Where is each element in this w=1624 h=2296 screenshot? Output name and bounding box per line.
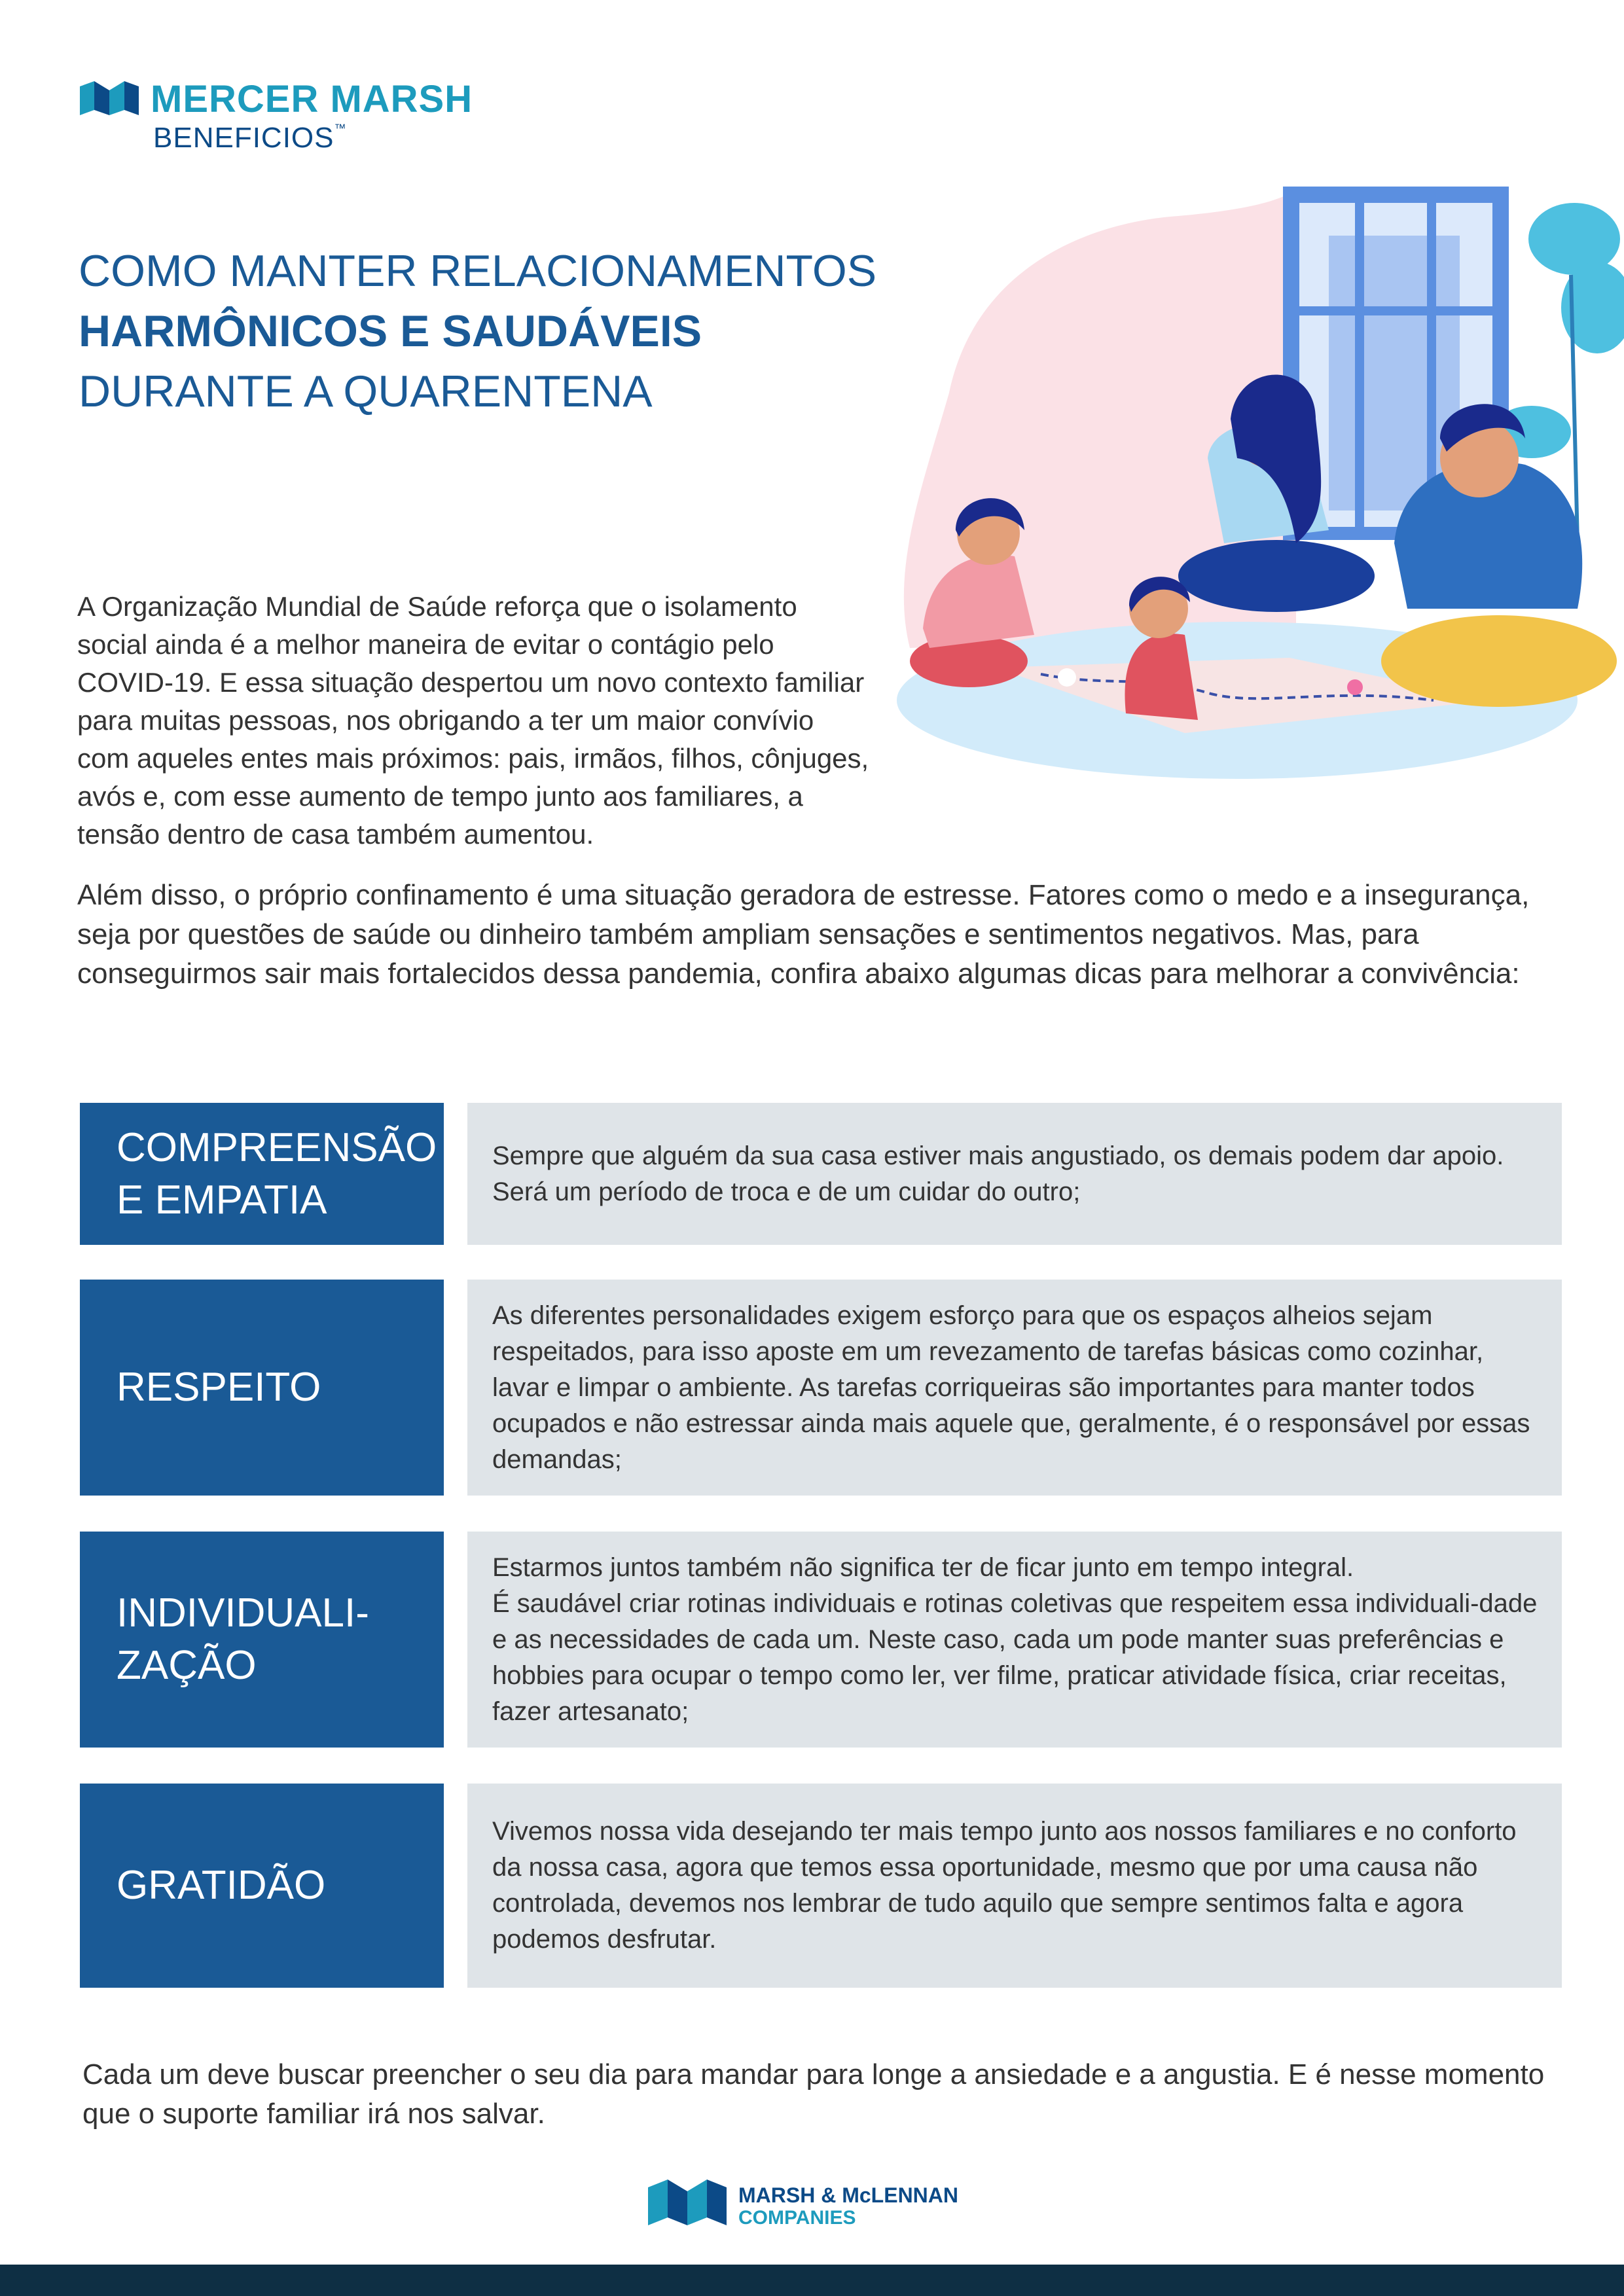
- tip-title-text: GRATIDÃO: [117, 1863, 326, 1908]
- tip-body-line-1: Estarmos juntos também não significa ter de ficar junto em tempo integral.: [492, 1552, 1354, 1582]
- tip-body-text: As diferentes personalidades exigem esforço para que os espaços alheios sejam respeitados, para isso aposte em um revezamento de tarefas básicas como cozinhar, lavar e limpar o ambiente. As tarefas corriqueiras são importantes para manter todos ocupados e não estressar ainda mais aquele que, geralmente, é o responsável por essas demandas;: [492, 1300, 1530, 1474]
- bottom-bar: [0, 2265, 1624, 2296]
- tip-title-compreensao: [80, 1103, 444, 1245]
- tip-title-gratidao: [80, 1784, 444, 1988]
- title-line-2: HARMÔNICOS E SAUDÁVEIS: [79, 306, 702, 356]
- closing-paragraph: Cada um deve buscar preencher o seu dia para mandar para longe a ansiedade e a angustia. E é nesse momento que o suporte familiar irá nos salvar.: [82, 2058, 1545, 2130]
- trademark-symbol: ™: [334, 122, 347, 135]
- footer-brand-line1: MARSH & McLENNAN: [738, 2183, 958, 2207]
- marsh-mclennan-logo-icon: [648, 2179, 727, 2225]
- mercer-marsh-logo-icon: [80, 81, 139, 115]
- tip-body-text: Sempre que alguém da sua casa estiver mais angustiado, os demais podem dar apoio. Será um período de troca e de um cuidar do outro;: [492, 1141, 1504, 1206]
- title-line-1: COMO MANTER RELACIONAMENTOS: [79, 246, 877, 296]
- page-title: [79, 241, 890, 422]
- tip-body-text: Vivemos nossa vida desejando ter mais tempo junto aos nossos familiares e no conforto da nossa casa, agora que temos essa oportunidade, mesmo que por uma causa não controlada, devemos nos lembrar de tudo aquilo que sempre sentimos falta e agora podemos desfrutar.: [492, 1817, 1517, 1954]
- mercer-marsh-logo: [80, 77, 486, 156]
- tip-body-line-2: É saudável criar rotinas individuais e rotinas coletivas que respeitem essa individuali-dade e as necessidades de cada um. Neste caso, cada um pode manter suas preferências e hobbies para ocupar o tempo como ler, ver filme, praticar atividade física, criar receitas, fazer artesanato;: [492, 1588, 1538, 1726]
- tip-title-text: RESPEITO: [117, 1365, 321, 1410]
- logo-brand-line2: BENEFICIOS™: [153, 122, 347, 154]
- tip-text-individualizacao: [467, 1532, 1562, 1748]
- marsh-mclennan-logo: [648, 2179, 988, 2232]
- tip-title-text: INDIVIDUALI-ZAÇÃO: [117, 1590, 369, 1688]
- family-playing-board-game-illustration: [871, 177, 1624, 792]
- tip-body-text: [492, 1550, 1538, 1730]
- context-paragraph: Além disso, o próprio confinamento é uma situação geradora de estresse. Fatores como o medo e a insegurança, seja por questões de saúde ou dinheiro também ampliam sensações e sentimentos negativos. Mas, para conseguirmos sair mais fortalecidos dessa pandemia, confira abaixo algumas dicas para melhorar a convivência:: [77, 879, 1530, 990]
- footer-brand-line2: COMPANIES: [738, 2207, 856, 2229]
- tip-title-text: COMPREENSÃO E EMPATIA: [117, 1124, 437, 1223]
- tip-text-gratidao: [467, 1784, 1562, 1988]
- logo-brand-line1: MERCER MARSH: [151, 78, 473, 120]
- tip-title-respeito: [80, 1280, 444, 1496]
- tip-text-respeito: [467, 1280, 1562, 1496]
- tip-title-individualizacao: [80, 1532, 444, 1748]
- title-line-3: DURANTE A QUARENTENA: [79, 367, 653, 416]
- intro-paragraph: A Organização Mundial de Saúde reforça que o isolamento social ainda é a melhor maneira de evitar o contágio pelo COVID-19. E essa situação despertou um novo contexto familiar para muitas pessoas, nos obrigando a ter um maior convívio com aqueles entes mais próximos: pais, irmãos, filhos, cônjuges, avós e, com esse aumento de tempo junto aos familiares, a tensão dentro de casa também aumentou.: [77, 591, 869, 850]
- tip-text-compreensao: [467, 1103, 1562, 1245]
